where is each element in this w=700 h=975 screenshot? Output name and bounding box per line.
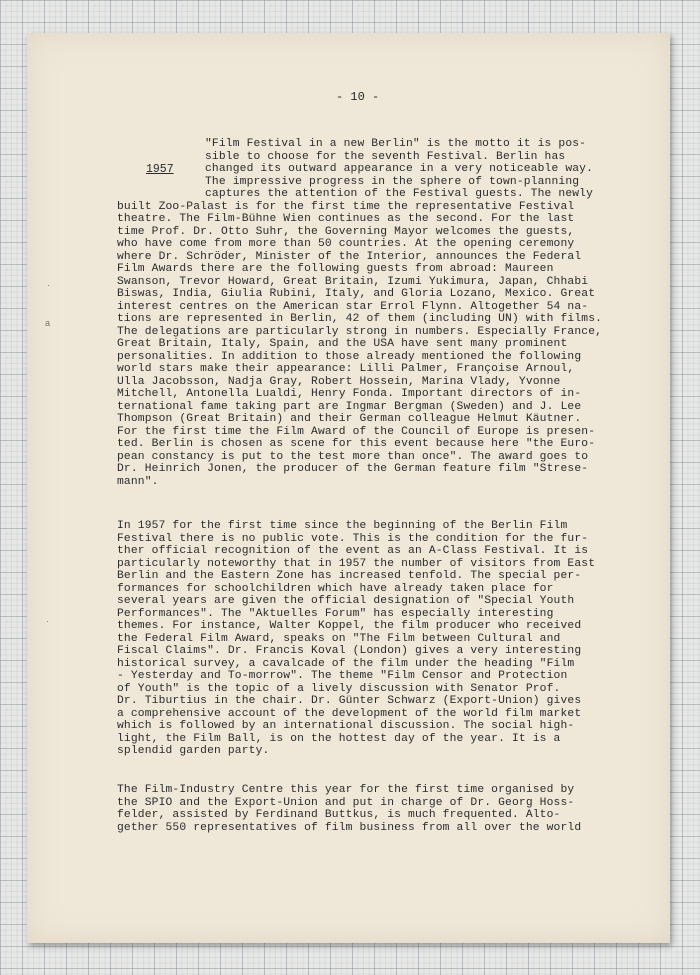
- text-line: formances for schoolchildren which have already taken place for: [117, 582, 554, 595]
- text-line: Performances". The "Aktuelles Forum" has especially interesting: [117, 607, 554, 620]
- text-line: light, the Film Ball, is on the hottest day of the year. It is a: [117, 732, 561, 745]
- text-line: particularly noteworthy that in 1957 the number of visitors from East: [117, 557, 596, 570]
- text-line: tions are represented in Berlin, 42 of them (including UN) with films.: [117, 313, 603, 325]
- text-line: gether 550 representatives of film business from all over the world: [117, 821, 582, 834]
- text-line: built Zoo-Palast is for the first time the representative Festival: [117, 200, 575, 213]
- text-line: Berlin and the Eastern Zone has increased tenfold. The special per-: [117, 570, 582, 582]
- text-line: interest centres on the American star Errol Flynn. Altogether 54 na-: [117, 300, 589, 313]
- text-line: which is followed by an international discussion. The social high-: [117, 720, 575, 732]
- text-line: Ulla Jacobsson, Nadja Gray, Robert Hossein, Marina Vlady, Yvonne: [117, 375, 561, 388]
- text-line: historical survey, a cavalcade of the film under the heading "Film: [117, 657, 575, 670]
- text-line: "Film Festival in a new Berlin" is the motto it is pos-: [205, 138, 587, 150]
- text-line: In 1957 for the first time since the beginning of the Berlin Film: [117, 520, 568, 532]
- page-number: - 10 -: [336, 90, 380, 104]
- text-line: where Dr. Schröder, Minister of the Interior, announces the Federal: [117, 250, 582, 263]
- text-line: Dr. Tiburtius in the chair. Dr. Günter Schwarz (Export-Union) gives: [117, 695, 582, 707]
- text-line: For the first time the Film Award of the Council of Europe is presen-: [117, 425, 596, 438]
- text-line: Biswas, India, Giulia Rubini, Italy, and Gloria Lozano, Mexico. Great: [117, 288, 596, 300]
- text-line: Mitchell, Antonella Lualdi, Henry Fonda. Important directors of in-: [117, 388, 582, 400]
- text-line: Fiscal Claims". Dr. Francis Koval (London) gives a very interesting: [117, 645, 582, 657]
- text-line: the SPIO and the Export-Union and put in charge of Dr. Georg Hoss-: [117, 796, 575, 809]
- text-line: of Youth" is the topic of a lively discussion with Senator Prof.: [117, 682, 561, 695]
- text-line: splendid garden party.: [117, 745, 270, 757]
- text-line: Thompson (Great Britain) and their German colleague Helmut Käutner.: [117, 413, 582, 425]
- text-line: Film Awards there are the following guests from abroad: Maureen: [117, 263, 554, 275]
- margin-mark: a: [45, 318, 51, 328]
- text-line: - Yesterday and To-morrow". The theme "Film Censor and Protection: [117, 670, 568, 682]
- text-line: ther official recognition of the event as an A-Class Festival. It is: [117, 545, 589, 557]
- margin-mark: ·: [46, 616, 49, 626]
- text-line: themes. For instance, Walter Koppel, the film producer who received: [117, 620, 582, 632]
- text-line: sible to choose for the seventh Festival. Berlin has: [205, 150, 566, 163]
- text-line: world stars make their appearance: Lilli Palmer, Françoise Arnoul,: [117, 363, 575, 375]
- text-line: The delegations are particularly strong in numbers. Especially France,: [117, 325, 603, 338]
- text-line: pean constancy is put to the test more than once". The award goes to: [117, 450, 589, 463]
- text-line: The impressive progress in the sphere of town-planning: [205, 175, 580, 188]
- text-line: Great Britain, Italy, Spain, and the USA have sent many prominent: [117, 338, 568, 350]
- text-line: theatre. The Film-Bühne Wien continues as the second. For the last: [117, 213, 575, 225]
- text-line: mann".: [117, 475, 159, 488]
- text-line: ternational fame taking part are Ingmar Bergman (Sweden) and J. Lee: [117, 400, 582, 413]
- text-line: personalities. In addition to those already mentioned the following: [117, 350, 582, 363]
- text-line: Festival there is no public vote. This is the condition for the fur-: [117, 532, 589, 545]
- text-line: who have come from more than 50 countries. At the opening ceremony: [117, 238, 575, 250]
- margin-mark: ·: [47, 280, 50, 290]
- text-line: Swanson, Trevor Howard, Great Britain, Izumi Yukimura, Japan, Chhabi: [117, 275, 589, 288]
- text-line: the Federal Film Award, speaks on "The Film between Cultural and: [117, 632, 561, 645]
- margin-year: 1957: [146, 163, 174, 176]
- text-line: The Film-Industry Centre this year for the first time organised by: [117, 784, 575, 796]
- text-line: captures the attention of the Festival guests. The newly: [205, 188, 594, 200]
- text-line: Dr. Heinrich Jonen, the producer of the German feature film "Strese-: [117, 463, 589, 475]
- text-line: felder, assisted by Ferdinand Buttkus, is much frequented. Alto-: [117, 809, 561, 821]
- text-line: ted. Berlin is chosen as scene for this event because here "the Euro-: [117, 438, 596, 450]
- text-line: time Prof. Dr. Otto Suhr, the Governing Mayor welcomes the guests,: [117, 225, 575, 238]
- text-line: changed its outward appearance in a very noticeable way.: [205, 163, 594, 175]
- text-line: a comprehensive account of the development of the world film market: [117, 707, 582, 720]
- text-line: several years are given the official designation of "Special Youth: [117, 595, 575, 607]
